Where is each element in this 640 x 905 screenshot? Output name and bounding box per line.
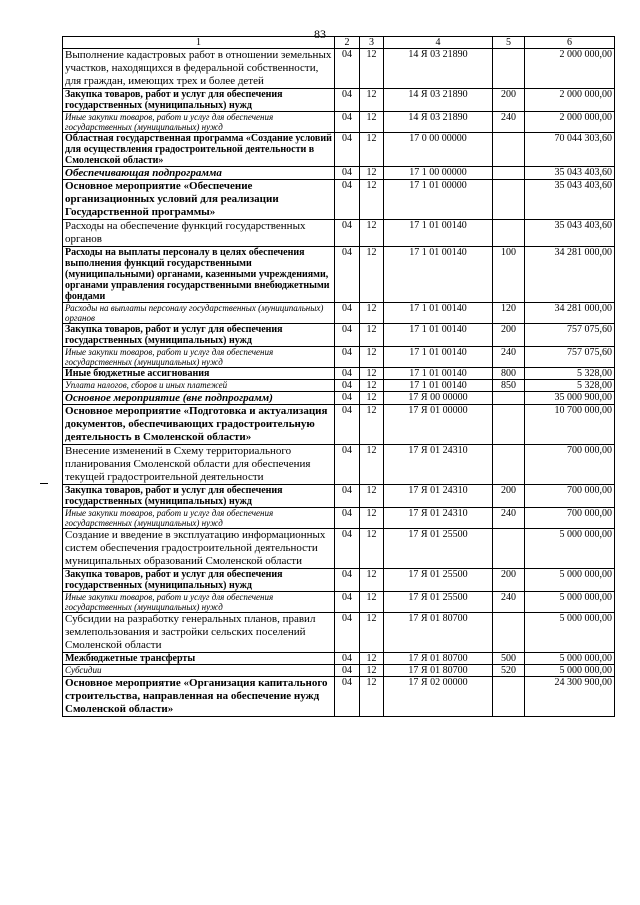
header-col-1: 1	[63, 37, 335, 49]
section-code-cell: 04	[335, 445, 360, 485]
table-row	[63, 112, 615, 133]
row-name-cell: Основное мероприятие (вне подпрограмм)	[63, 392, 335, 405]
amount-cell: 2 000 000,00	[525, 89, 615, 112]
table-row	[63, 653, 615, 665]
target-article-cell: 17 1 01 00140	[384, 324, 493, 347]
subsection-code-cell: 12	[360, 220, 384, 247]
amount-cell: 35 000 900,00	[525, 392, 615, 405]
row-name-cell: Закупка товаров, работ и услуг для обеспечения государственных (муниципальных) нужд	[63, 485, 335, 508]
row-name-cell: Выполнение кадастровых работ в отношении земельных участков, находящихся в федеральной собственности, для граждан, имеющих трех и более детей	[63, 49, 335, 89]
header-col-2: 2	[335, 37, 360, 49]
expense-type-cell: 200	[493, 569, 525, 592]
budget-table	[62, 36, 615, 717]
subsection-code-cell: 12	[360, 592, 384, 613]
table-row	[63, 529, 615, 569]
row-name-cell: Субсидии	[63, 665, 335, 677]
section-code-cell: 04	[335, 112, 360, 133]
expense-type-cell: 500	[493, 653, 525, 665]
target-article-cell: 17 1 01 00140	[384, 380, 493, 392]
amount-cell: 5 000 000,00	[525, 529, 615, 569]
expense-type-cell: 240	[493, 592, 525, 613]
table-row	[63, 303, 615, 324]
row-name-cell: Иные закупки товаров, работ и услуг для обеспечения государственных (муниципальных) нужд	[63, 508, 335, 529]
section-code-cell: 04	[335, 247, 360, 303]
expense-type-cell: 800	[493, 368, 525, 380]
table-row	[63, 508, 615, 529]
amount-cell: 34 281 000,00	[525, 303, 615, 324]
amount-cell: 2 000 000,00	[525, 112, 615, 133]
section-code-cell: 04	[335, 220, 360, 247]
row-name-cell: Иные закупки товаров, работ и услуг для обеспечения государственных (муниципальных) нужд	[63, 347, 335, 368]
row-name-cell: Расходы на обеспечение функций государственных органов	[63, 220, 335, 247]
subsection-code-cell: 12	[360, 529, 384, 569]
expense-type-cell: 240	[493, 347, 525, 368]
expense-type-cell	[493, 445, 525, 485]
row-name-cell: Закупка товаров, работ и услуг для обеспечения государственных (муниципальных) нужд	[63, 569, 335, 592]
table-row	[63, 324, 615, 347]
amount-cell: 5 000 000,00	[525, 665, 615, 677]
amount-cell: 24 300 900,00	[525, 677, 615, 717]
section-code-cell: 04	[335, 665, 360, 677]
subsection-code-cell: 12	[360, 303, 384, 324]
target-article-cell: 17 1 01 00000	[384, 180, 493, 220]
target-article-cell: 17 1 01 00140	[384, 247, 493, 303]
amount-cell: 35 043 403,60	[525, 180, 615, 220]
table-row	[63, 665, 615, 677]
row-name-cell: Расходы на выплаты персоналу государственных (муниципальных) органов	[63, 303, 335, 324]
section-code-cell: 04	[335, 347, 360, 368]
expense-type-cell: 200	[493, 485, 525, 508]
subsection-code-cell: 12	[360, 380, 384, 392]
target-article-cell: 17 Я 01 25500	[384, 569, 493, 592]
target-article-cell: 17 1 01 00140	[384, 368, 493, 380]
table-row	[63, 592, 615, 613]
row-name-cell: Обеспечивающая подпрограмма	[63, 167, 335, 180]
subsection-code-cell: 12	[360, 569, 384, 592]
section-code-cell: 04	[335, 529, 360, 569]
target-article-cell: 17 1 01 00140	[384, 347, 493, 368]
header-col-4: 4	[384, 37, 493, 49]
section-code-cell: 04	[335, 392, 360, 405]
section-code-cell: 04	[335, 613, 360, 653]
subsection-code-cell: 12	[360, 613, 384, 653]
table-row	[63, 347, 615, 368]
section-code-cell: 04	[335, 49, 360, 89]
target-article-cell: 17 0 00 00000	[384, 133, 493, 167]
table-row	[63, 49, 615, 89]
target-article-cell: 17 Я 01 80700	[384, 613, 493, 653]
expense-type-cell: 240	[493, 112, 525, 133]
table-row	[63, 392, 615, 405]
subsection-code-cell: 12	[360, 445, 384, 485]
subsection-code-cell: 12	[360, 392, 384, 405]
subsection-code-cell: 12	[360, 112, 384, 133]
amount-cell: 700 000,00	[525, 508, 615, 529]
table-row	[63, 368, 615, 380]
target-article-cell: 14 Я 03 21890	[384, 89, 493, 112]
section-code-cell: 04	[335, 89, 360, 112]
expense-type-cell	[493, 613, 525, 653]
subsection-code-cell: 12	[360, 508, 384, 529]
row-name-cell: Основное мероприятие «Подготовка и актуализация документов, обеспечивающих градостроительную деятельность в Смоленской области»	[63, 405, 335, 445]
row-name-cell: Иные закупки товаров, работ и услуг для обеспечения государственных (муниципальных) нужд	[63, 592, 335, 613]
row-name-cell: Уплата налогов, сборов и иных платежей	[63, 380, 335, 392]
row-name-cell: Межбюджетные трансферты	[63, 653, 335, 665]
amount-cell: 34 281 000,00	[525, 247, 615, 303]
row-name-cell: Субсидии на разработку генеральных планов, правил землепользования и застройки сельских поселений Смоленской области	[63, 613, 335, 653]
subsection-code-cell: 12	[360, 485, 384, 508]
subsection-code-cell: 12	[360, 180, 384, 220]
target-article-cell: 17 Я 01 80700	[384, 665, 493, 677]
table-row	[63, 167, 615, 180]
table-row	[63, 405, 615, 445]
expense-type-cell	[493, 180, 525, 220]
header-col-3: 3	[360, 37, 384, 49]
table-row	[63, 220, 615, 247]
amount-cell: 5 000 000,00	[525, 592, 615, 613]
subsection-code-cell: 12	[360, 653, 384, 665]
expense-type-cell	[493, 220, 525, 247]
section-code-cell: 04	[335, 380, 360, 392]
amount-cell: 70 044 303,60	[525, 133, 615, 167]
amount-cell: 5 328,00	[525, 368, 615, 380]
target-article-cell: 17 Я 01 24310	[384, 508, 493, 529]
subsection-code-cell: 12	[360, 368, 384, 380]
target-article-cell: 17 Я 02 00000	[384, 677, 493, 717]
amount-cell: 35 043 403,60	[525, 167, 615, 180]
margin-mark	[40, 483, 48, 484]
target-article-cell: 17 Я 01 25500	[384, 529, 493, 569]
amount-cell: 5 000 000,00	[525, 569, 615, 592]
header-row	[63, 37, 615, 49]
section-code-cell: 04	[335, 508, 360, 529]
row-name-cell: Основное мероприятие «Обеспечение организационных условий для реализации Государственной программы»	[63, 180, 335, 220]
amount-cell: 700 000,00	[525, 485, 615, 508]
row-name-cell: Областная государственная программа «Создание условий для осуществления градостроительной деятельности в Смоленской области»	[63, 133, 335, 167]
expense-type-cell	[493, 49, 525, 89]
section-code-cell: 04	[335, 592, 360, 613]
amount-cell: 757 075,60	[525, 347, 615, 368]
expense-type-cell: 200	[493, 324, 525, 347]
target-article-cell: 14 Я 03 21890	[384, 49, 493, 89]
table-row	[63, 485, 615, 508]
amount-cell: 700 000,00	[525, 445, 615, 485]
amount-cell: 5 328,00	[525, 380, 615, 392]
expense-type-cell: 120	[493, 303, 525, 324]
target-article-cell: 17 Я 01 24310	[384, 445, 493, 485]
subsection-code-cell: 12	[360, 347, 384, 368]
row-name-cell: Основное мероприятие «Организация капитального строительства, направленная на обеспечение нужд Смоленской области»	[63, 677, 335, 717]
expense-type-cell: 850	[493, 380, 525, 392]
expense-type-cell	[493, 405, 525, 445]
section-code-cell: 04	[335, 180, 360, 220]
expense-type-cell: 200	[493, 89, 525, 112]
table-row	[63, 133, 615, 167]
amount-cell: 2 000 000,00	[525, 49, 615, 89]
section-code-cell: 04	[335, 133, 360, 167]
subsection-code-cell: 12	[360, 49, 384, 89]
target-article-cell: 17 1 00 00000	[384, 167, 493, 180]
expense-type-cell: 100	[493, 247, 525, 303]
section-code-cell: 04	[335, 405, 360, 445]
subsection-code-cell: 12	[360, 133, 384, 167]
expense-type-cell	[493, 133, 525, 167]
target-article-cell: 17 Я 01 00000	[384, 405, 493, 445]
amount-cell: 35 043 403,60	[525, 220, 615, 247]
table-row	[63, 445, 615, 485]
page-number: 83	[314, 27, 326, 41]
subsection-code-cell: 12	[360, 405, 384, 445]
subsection-code-cell: 12	[360, 167, 384, 180]
target-article-cell: 17 Я 00 00000	[384, 392, 493, 405]
table-row	[63, 613, 615, 653]
expense-type-cell	[493, 677, 525, 717]
row-name-cell: Расходы на выплаты персоналу в целях обеспечения выполнения функций государственными (муниципальными) органами, казенными учреждениями, органами управления государственными внебюджетными фондами	[63, 247, 335, 303]
target-article-cell: 17 Я 01 24310	[384, 485, 493, 508]
table-row	[63, 180, 615, 220]
header-col-6: 6	[525, 37, 615, 49]
target-article-cell: 17 1 01 00140	[384, 220, 493, 247]
target-article-cell: 17 Я 01 80700	[384, 653, 493, 665]
expense-type-cell: 240	[493, 508, 525, 529]
section-code-cell: 04	[335, 303, 360, 324]
expense-type-cell: 520	[493, 665, 525, 677]
row-name-cell: Иные закупки товаров, работ и услуг для обеспечения государственных (муниципальных) нужд	[63, 112, 335, 133]
expense-type-cell	[493, 167, 525, 180]
section-code-cell: 04	[335, 653, 360, 665]
target-article-cell: 14 Я 03 21890	[384, 112, 493, 133]
subsection-code-cell: 12	[360, 665, 384, 677]
amount-cell: 757 075,60	[525, 324, 615, 347]
amount-cell: 5 000 000,00	[525, 613, 615, 653]
subsection-code-cell: 12	[360, 89, 384, 112]
table-row	[63, 380, 615, 392]
table-row	[63, 677, 615, 717]
row-name-cell: Закупка товаров, работ и услуг для обеспечения государственных (муниципальных) нужд	[63, 324, 335, 347]
row-name-cell: Создание и введение в эксплуатацию информационных систем обеспечения градостроительной деятельности муниципальных образований Смоленской области	[63, 529, 335, 569]
row-name-cell: Иные бюджетные ассигнования	[63, 368, 335, 380]
section-code-cell: 04	[335, 677, 360, 717]
table-row	[63, 247, 615, 303]
amount-cell: 5 000 000,00	[525, 653, 615, 665]
row-name-cell: Внесение изменений в Схему территориального планирования Смоленской области для обеспечения текущей градостроительной деятельности	[63, 445, 335, 485]
target-article-cell: 17 Я 01 25500	[384, 592, 493, 613]
section-code-cell: 04	[335, 167, 360, 180]
section-code-cell: 04	[335, 324, 360, 347]
amount-cell: 10 700 000,00	[525, 405, 615, 445]
expense-type-cell	[493, 529, 525, 569]
table-row	[63, 89, 615, 112]
row-name-cell: Закупка товаров, работ и услуг для обеспечения государственных (муниципальных) нужд	[63, 89, 335, 112]
target-article-cell: 17 1 01 00140	[384, 303, 493, 324]
section-code-cell: 04	[335, 569, 360, 592]
subsection-code-cell: 12	[360, 324, 384, 347]
section-code-cell: 04	[335, 485, 360, 508]
section-code-cell: 04	[335, 368, 360, 380]
header-col-5: 5	[493, 37, 525, 49]
expense-type-cell	[493, 392, 525, 405]
subsection-code-cell: 12	[360, 247, 384, 303]
subsection-code-cell: 12	[360, 677, 384, 717]
table-row	[63, 569, 615, 592]
